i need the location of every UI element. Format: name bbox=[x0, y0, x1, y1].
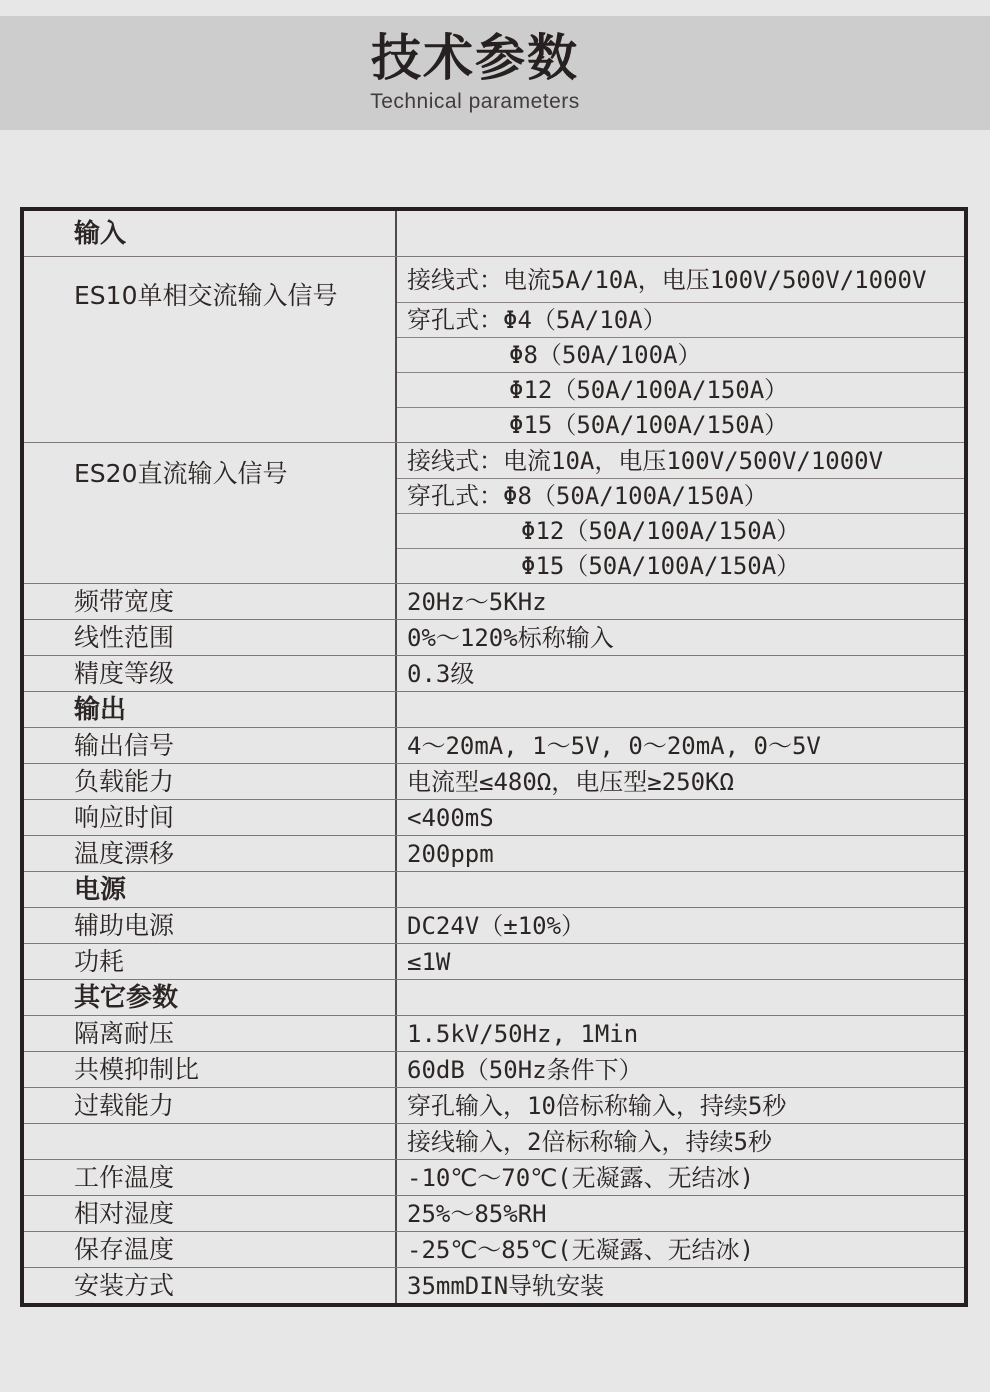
section-row-other-params bbox=[24, 979, 964, 1015]
row-label: 温度漂移 bbox=[74, 838, 175, 868]
row-value: Φ15（50A/100A/150A） bbox=[397, 407, 964, 442]
row-value: 0.3级 bbox=[407, 659, 475, 688]
row-value: 接线输入，2倍标称输入，持续5秒 bbox=[407, 1127, 772, 1156]
row-value-column bbox=[395, 980, 964, 1015]
row-label: 相对湿度 bbox=[74, 1198, 175, 1228]
row-value: Φ8（50A/100A） bbox=[397, 337, 964, 372]
row-value: 接线式：电流5A/10A，电压100V/500V/1000V bbox=[407, 265, 927, 294]
row-value bbox=[397, 692, 964, 727]
spec-row-overload-2 bbox=[24, 1123, 964, 1159]
row-value bbox=[397, 872, 964, 907]
row-label: 工作温度 bbox=[74, 1162, 175, 1192]
row-value: 25%～85%RH bbox=[407, 1199, 547, 1228]
row-value bbox=[397, 211, 964, 256]
spec-row-mounting bbox=[24, 1267, 964, 1303]
row-label: 过载能力 bbox=[74, 1090, 175, 1120]
page-subtitle: Technical parameters bbox=[370, 89, 580, 113]
row-value-column bbox=[395, 872, 964, 907]
spec-row-humidity bbox=[24, 1195, 964, 1231]
row-value-column bbox=[395, 800, 964, 835]
row-value: Φ12（50A/100A/150A） bbox=[397, 372, 964, 407]
spec-row-storage-temp bbox=[24, 1231, 964, 1267]
row-value-column bbox=[395, 1160, 964, 1195]
row-label bbox=[24, 1124, 395, 1159]
row-value bbox=[397, 980, 964, 1015]
row-label: 精度等级 bbox=[74, 658, 175, 688]
row-value: 0%～120%标称输入 bbox=[407, 623, 614, 652]
row-value-column bbox=[395, 620, 964, 655]
row-value: -25℃～85℃(无凝露、无结冰) bbox=[407, 1235, 755, 1264]
row-value: 穿孔式：Φ8（50A/100A/150A） bbox=[397, 478, 964, 513]
row-value-column bbox=[395, 944, 964, 979]
section-label: 输出 bbox=[74, 694, 127, 725]
section-row-input bbox=[24, 211, 964, 256]
row-value-column bbox=[395, 656, 964, 691]
section-label: 电源 bbox=[74, 874, 127, 905]
row-value: 电流型≤480Ω，电压型≥250KΩ bbox=[407, 767, 734, 796]
spec-row-bandwidth bbox=[24, 583, 964, 619]
row-value-column bbox=[395, 257, 964, 442]
spec-row-isolation bbox=[24, 1015, 964, 1051]
row-label: 输出信号 bbox=[74, 730, 175, 760]
row-value: 4～20mA, 1～5V, 0～20mA, 0～5V bbox=[407, 731, 821, 760]
row-value-column bbox=[395, 728, 964, 763]
row-label: 隔离耐压 bbox=[74, 1018, 175, 1048]
row-label: 频带宽度 bbox=[74, 586, 175, 616]
spec-row-response-time bbox=[24, 799, 964, 835]
row-value: DC24V（±10%） bbox=[407, 911, 586, 940]
row-value: Φ15（50A/100A/150A） bbox=[397, 548, 964, 583]
spec-row-overload-1 bbox=[24, 1087, 964, 1123]
spec-row-operating-temp bbox=[24, 1159, 964, 1195]
row-label: 共模抑制比 bbox=[74, 1054, 200, 1084]
spec-row-accuracy bbox=[24, 655, 964, 691]
row-value-column bbox=[395, 1232, 964, 1267]
row-value: ≤1W bbox=[407, 947, 451, 976]
row-value-column bbox=[395, 692, 964, 727]
spec-row-temp-drift bbox=[24, 835, 964, 871]
row-value: 20Hz～5KHz bbox=[407, 587, 547, 616]
row-value: 接线式：电流10A，电压100V/500V/1000V bbox=[407, 446, 884, 475]
row-value: 35mmDIN导轨安装 bbox=[407, 1271, 605, 1300]
row-label: 功耗 bbox=[74, 946, 125, 976]
row-value-column bbox=[395, 764, 964, 799]
section-row-power bbox=[24, 871, 964, 907]
row-value: -10℃～70℃(无凝露、无结冰) bbox=[407, 1163, 755, 1192]
row-value-column bbox=[395, 211, 964, 256]
row-value-column bbox=[395, 1196, 964, 1231]
row-value: 1.5kV/50Hz, 1Min bbox=[407, 1019, 639, 1048]
row-value-column bbox=[395, 1016, 964, 1051]
page-title: 技术参数 bbox=[371, 29, 579, 88]
row-label: 保存温度 bbox=[74, 1234, 175, 1264]
spec-table bbox=[20, 207, 968, 1307]
row-value: <400mS bbox=[407, 803, 494, 832]
row-value: 穿孔式：Φ4（5A/10A） bbox=[397, 302, 964, 337]
spec-row-linear-range bbox=[24, 619, 964, 655]
spec-row-load-capacity bbox=[24, 763, 964, 799]
row-label: ES10单相交流输入信号 bbox=[74, 281, 338, 310]
spec-row-es20 bbox=[24, 442, 964, 583]
row-value: Φ12（50A/100A/150A） bbox=[397, 513, 964, 548]
spec-row-cmrr bbox=[24, 1051, 964, 1087]
row-value-column bbox=[395, 1052, 964, 1087]
spec-row-aux-power bbox=[24, 907, 964, 943]
row-value-column bbox=[395, 1088, 964, 1123]
row-value-column bbox=[395, 908, 964, 943]
row-value-column bbox=[395, 1268, 964, 1303]
header-band bbox=[0, 16, 990, 130]
section-row-output bbox=[24, 691, 964, 727]
row-value: 穿孔输入，10倍标称输入，持续5秒 bbox=[407, 1091, 787, 1120]
row-label: ES20直流输入信号 bbox=[74, 459, 288, 488]
spec-row-es10 bbox=[24, 256, 964, 442]
spec-row-output-signal bbox=[24, 727, 964, 763]
row-label: 安装方式 bbox=[74, 1270, 175, 1300]
row-value-column bbox=[395, 443, 964, 583]
row-value: 200ppm bbox=[407, 839, 494, 868]
row-label: 线性范围 bbox=[74, 622, 175, 652]
row-value-column bbox=[395, 1124, 964, 1159]
row-value: 60dB（50Hz条件下） bbox=[407, 1055, 643, 1084]
section-label: 其它参数 bbox=[74, 982, 179, 1013]
row-value-column bbox=[395, 836, 964, 871]
section-label: 输入 bbox=[74, 218, 127, 249]
row-label: 负载能力 bbox=[74, 766, 175, 796]
row-label: 响应时间 bbox=[74, 802, 175, 832]
row-label: 辅助电源 bbox=[74, 910, 175, 940]
spec-row-power-consumption bbox=[24, 943, 964, 979]
row-value-column bbox=[395, 584, 964, 619]
